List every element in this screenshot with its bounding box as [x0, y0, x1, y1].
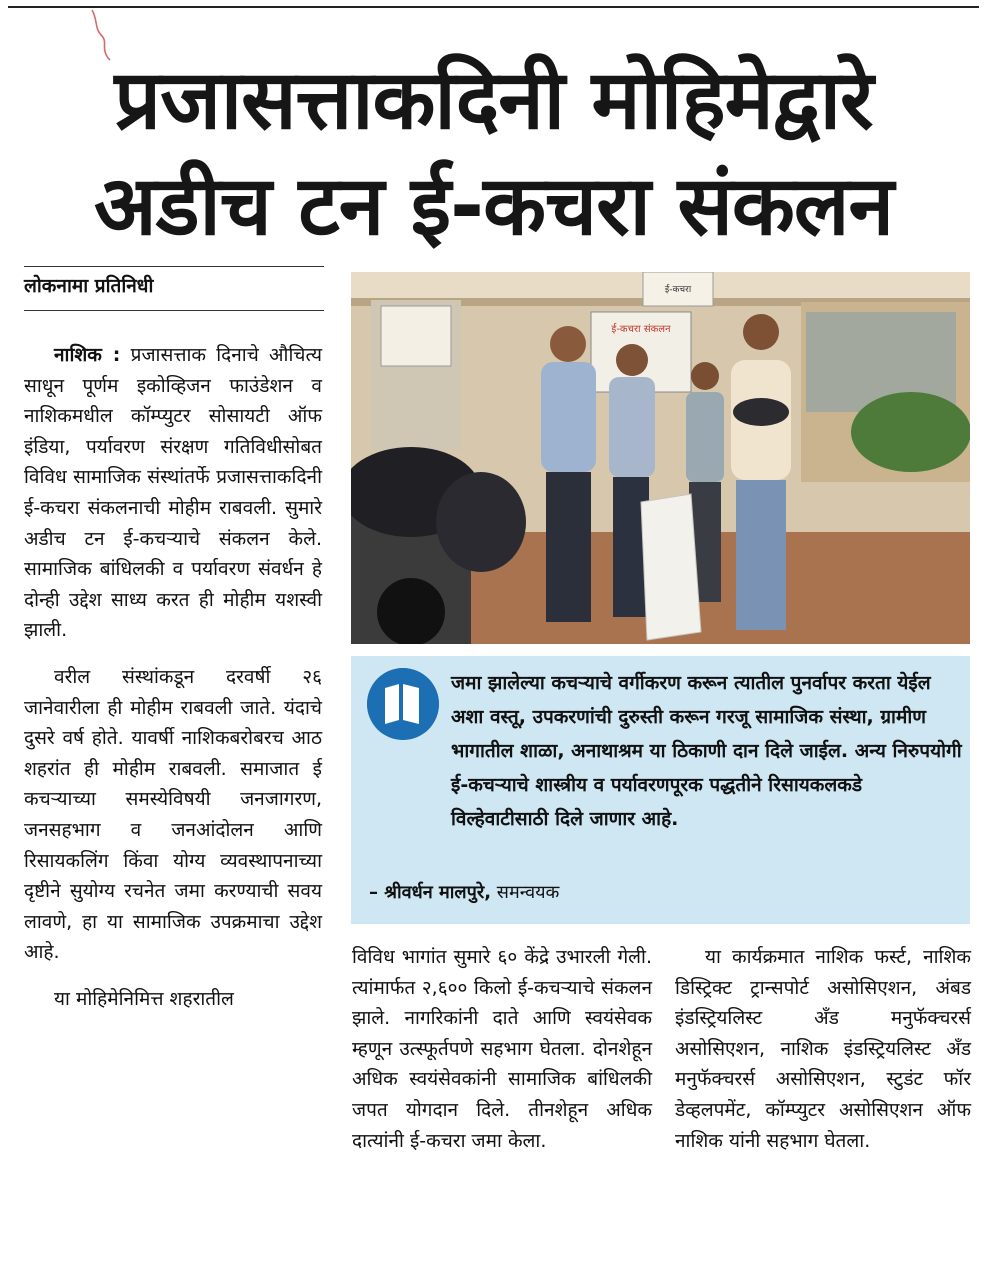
byline: लोकनामा प्रतिनिधी	[24, 275, 154, 297]
article-column-1	[24, 340, 322, 1014]
quote-author-role: समन्वयक	[496, 882, 560, 903]
headline-line-2: अडीच टन ई-कचरा संकलन	[94, 159, 893, 254]
article-paragraph-1: नाशिक : प्रजासत्ताक दिनाचे औचित्य साधून पूर्णम इकोव्हिजन फाउंडेशन व नाशिकमधील कॉम्प्युटर सोसायटी ऑफ इंडिया, पर्यावरण संरक्षण गतिविधीसोबत विविध सामाजिक संस्थांतर्फे प्रजासत्ताकदिनी ई-कचरा संकलनाची मोहीम राबवली. सुमारे अडीच टन ई-कचऱ्याचे संकलन केले. सामाजिक बांधिलकी व पर्यावरण संवर्धन हे दोन्ही उद्देश साध्य करत ही मोहीम यशस्वी झाली.	[24, 344, 322, 642]
article-paragraph-col3: या कार्यक्रमात नाशिक फर्स्ट, नाशिक डिस्ट्रिक्ट ट्रान्सपोर्ट असोसिएशन, अंबड इंडस्ट्रियलिस्ट अँड मनुफॅक्चरर्स असोसिएशन, नाशिक इंडस्ट्रियलिस्ट अँड मनुफॅक्चरर्स असोसिएशन, स्टुडंट फॉर डेव्हलपमेंट, कॉम्प्युटर असोसिएशन ऑफ नाशिक यांनी सहभाग घेतला.	[675, 946, 971, 1152]
news-photo	[351, 272, 970, 644]
sign-text: ई-कचरा	[664, 285, 692, 295]
quote-author-name: – श्रीवर्धन मालपुरे,	[369, 882, 492, 903]
photo-illustration	[351, 272, 970, 644]
quote-icon-spacer	[365, 666, 451, 806]
article-paragraph-col2: विविध भागांत सुमारे ६० केंद्रे उभारली गेली. त्यांमार्फत २,६०० किलो ई-कचऱ्याचे संकलन झाले. नागरिकांनी दाते आणि स्वयंसेवक म्हणून उत्स्फूर्तपणे सहभाग घेतला. दोनशेहून अधिक स्वयंसेवकांनी सामाजिक बांधिलकी जपत योगदान दिले. तीनशेहून अधिक दात्यांनी ई-कचरा जमा केला.	[352, 946, 652, 1152]
article-paragraph-2: वरील संस्थांकडून दरवर्षी २६ जानेवारीला ही मोहीम राबवली जाते. यंदाचे दुसरे वर्ष होते. यावर्षी नाशिकबरोबरच आठ शहरांत ही मोहीम राबवली. समाजात ई कचऱ्याच्या समस्येविषयी जनजागरण, जनसहभाग व जनआंदोलन आणि रिसायकलिंग किंवा योग्य व्यवस्थापनाच्या दृष्टीने सुयोग्य रचनेत जमा करण्याची सवय लावणे, हा या सामाजिक उपक्रमाचा उद्देश आहे.	[24, 665, 322, 964]
quote-author	[369, 880, 559, 904]
top-rule	[8, 6, 979, 8]
poster-text: ई-कचरा संकलन	[611, 324, 671, 335]
article-column-2	[352, 942, 652, 1156]
article-column-3	[675, 942, 971, 1156]
byline-rule-bottom	[24, 310, 324, 311]
dateline: नाशिक :	[54, 344, 121, 366]
quote-box	[351, 656, 970, 924]
article-paragraph-3: या मोहिमेनिमित्त शहरातील	[54, 987, 234, 1010]
headline-line-1: प्रजासत्ताकदिनी मोहिमेद्वारे	[114, 53, 873, 148]
quote-text: जमा झालेल्या कचऱ्याचे वर्गीकरण करून त्यातील पुनर्वापर करता येईल अशा वस्तू, उपकरणांची दुरुस्ती करून गरजू सामाजिक संस्था, ग्रामीण भागातील शाळा, अनाथाश्रम या ठिकाणी दान दिले जाईल. अन्य निरुपयोगी ई-कचऱ्याचे शास्त्रीय व पर्यावरणपूरक पद्धतीने रिसायकलकडे विल्हेवाटीसाठी दिले जाणार आहे.	[365, 666, 963, 836]
byline-rule-top	[24, 266, 324, 267]
